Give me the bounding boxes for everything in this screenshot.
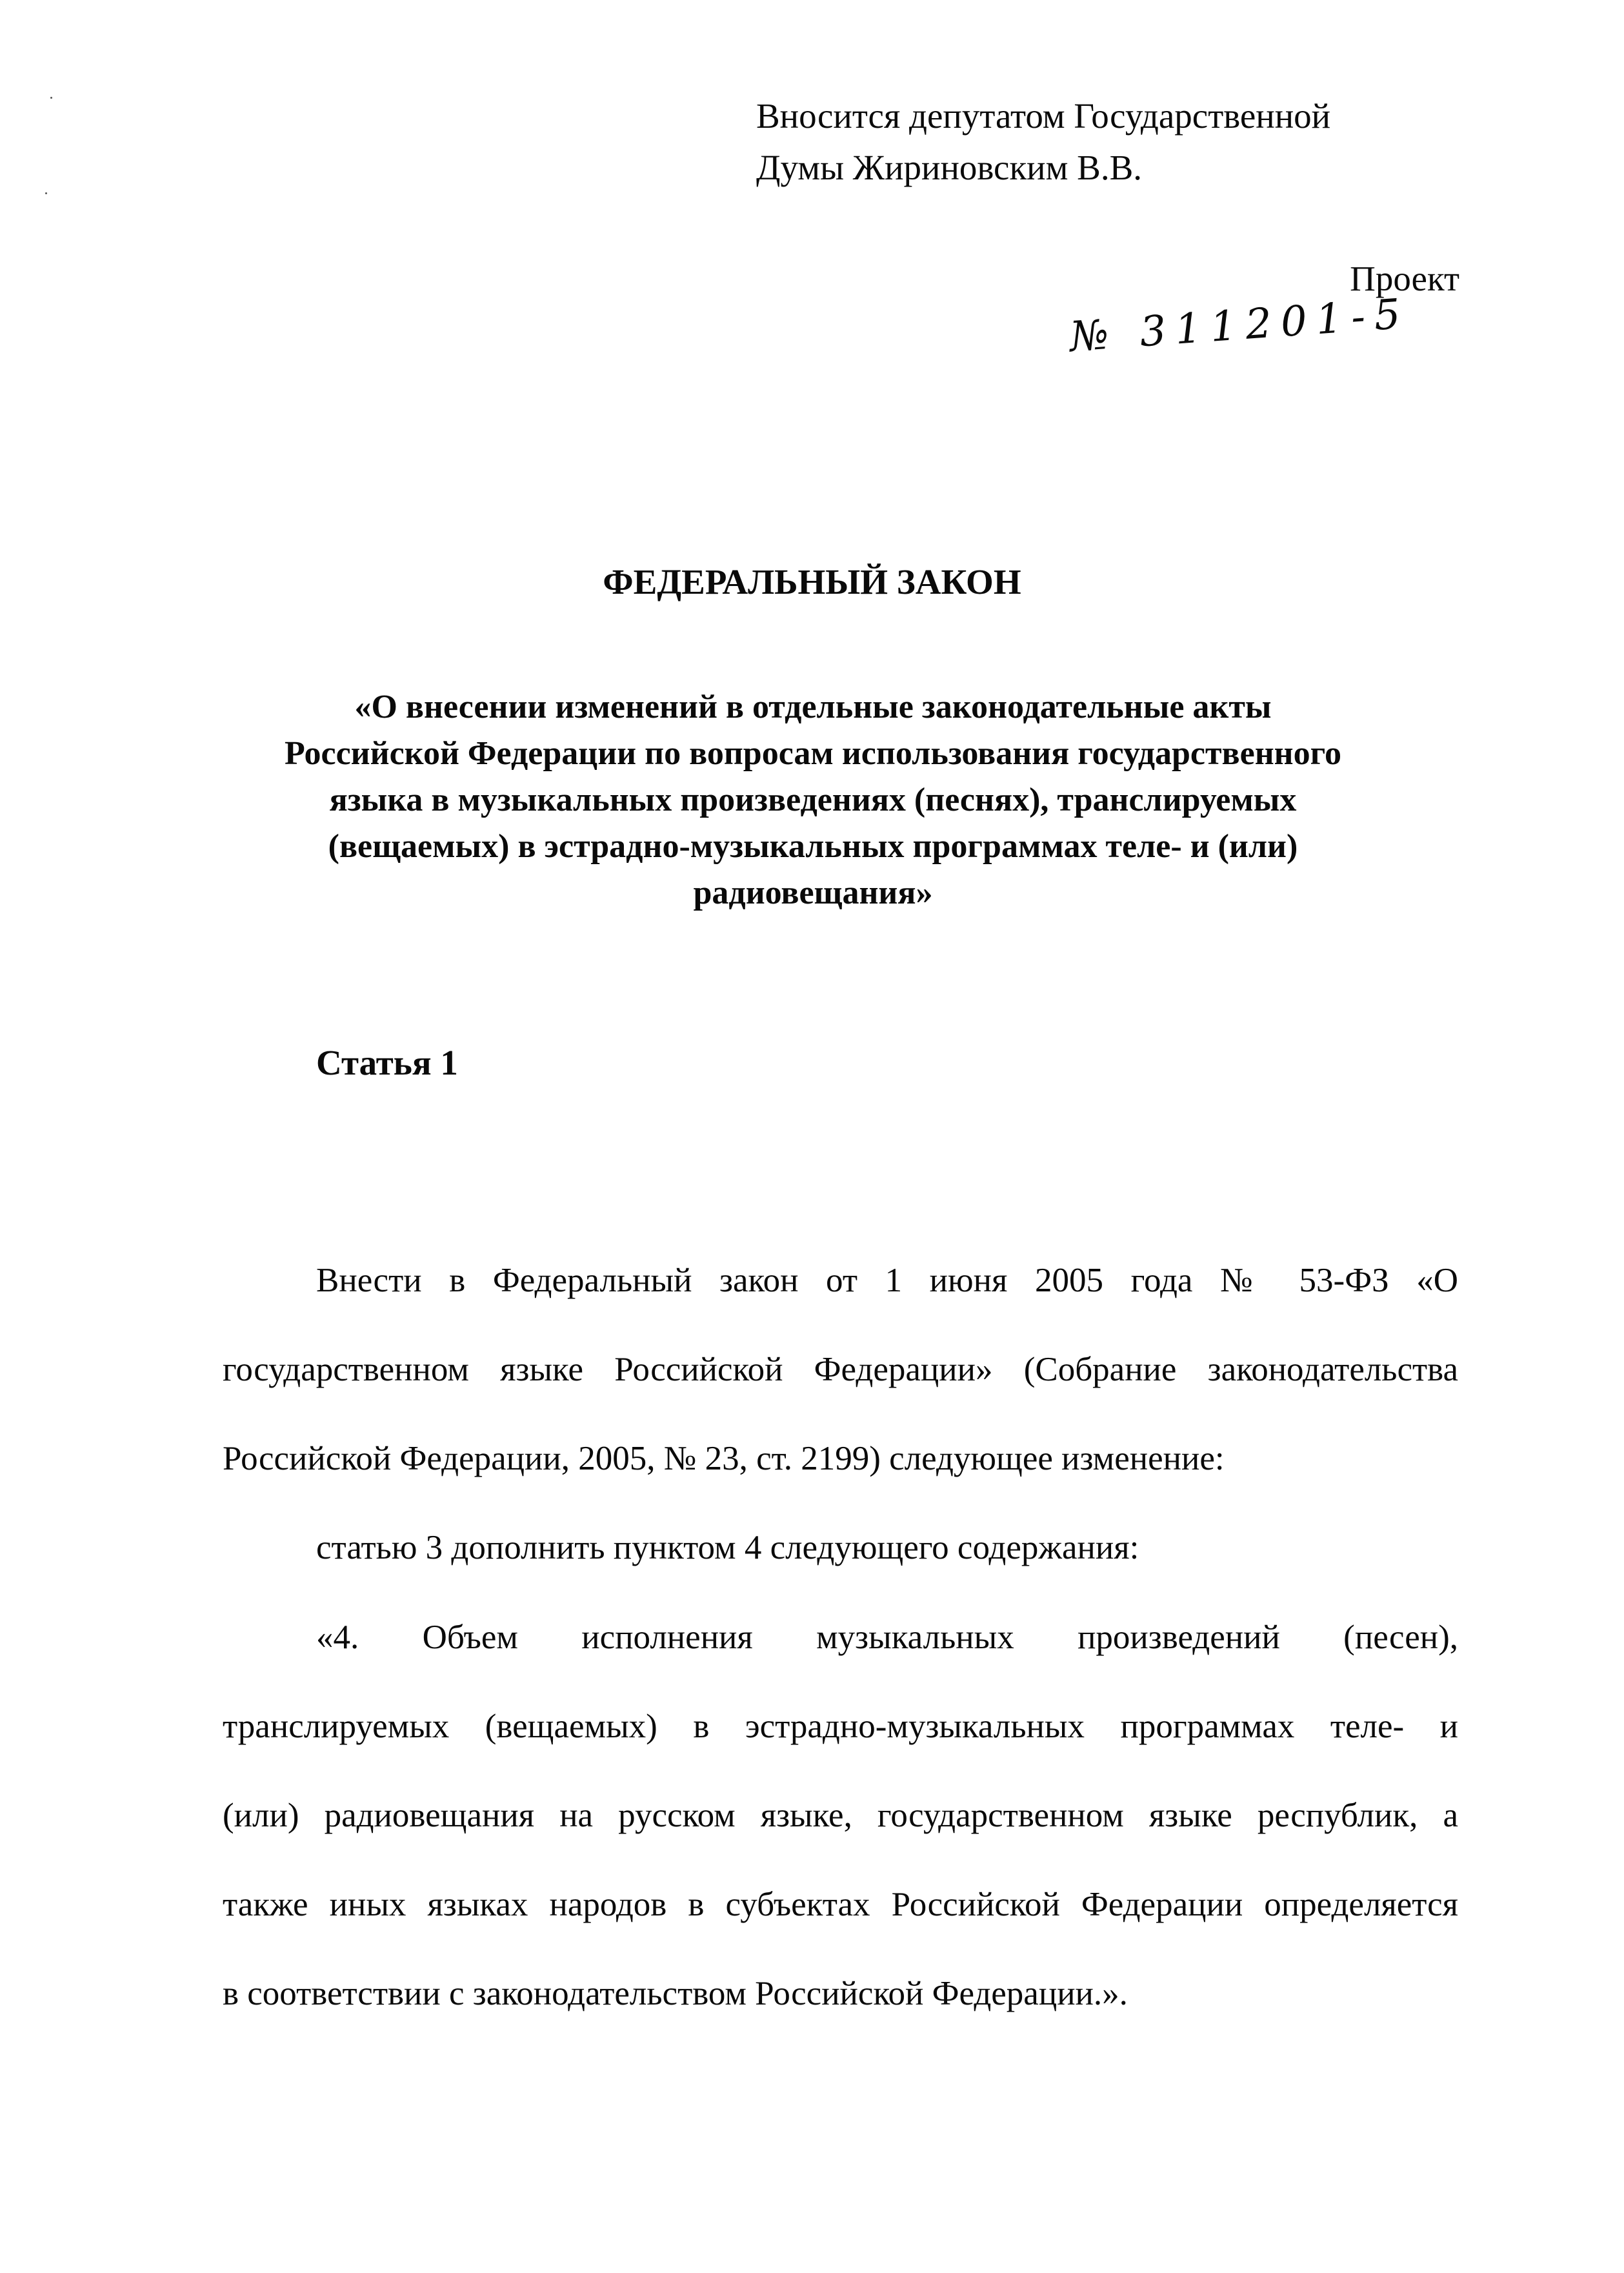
article-paragraph-2 [223,1503,1458,1592]
paragraph-line: Внести в Федеральный закон от 1 июня 2005 года № 53-ФЗ «О [316,1262,1458,1299]
article-paragraph-1 [223,1236,1458,1503]
title-line: Российской Федерации по вопросам использования государственного [285,735,1341,772]
document-type-heading: ФЕДЕРАЛЬНЫЙ ЗАКОН [603,562,1021,601]
submitted-by-block [756,90,1330,194]
paragraph-line: в соответствии с законодательством Российской Федерации.». [223,1975,1128,2012]
title-line: радиовещания» [693,874,933,911]
scan-speck [45,192,47,194]
paragraph-line: транслируемых (вещаемых) в эстрадно-музыкальных программах теле- и [223,1708,1458,1745]
paragraph-line: Российской Федерации, 2005, № 23, ст. 2199) следующее изменение: [223,1440,1225,1477]
project-label: Проект [1350,259,1459,298]
paragraph-line: статью 3 дополнить пунктом 4 следующего содержания: [316,1529,1139,1566]
submitted-by-line: Думы Жириновским В.В. [756,148,1143,187]
paragraph-line: «4. Объем исполнения музыкальных произведений (песен), [316,1619,1458,1656]
paragraph-line: (или) радиовещания на русском языке, государственном языке республик, а [223,1797,1458,1834]
title-line: (вещаемых) в эстрадно-музыкальных программах теле- и (или) [328,828,1298,865]
document-title [213,684,1413,916]
title-line: языка в музыкальных произведениях (песнях), транслируемых [329,782,1297,818]
article-heading: Статья 1 [316,1043,458,1082]
title-line: «О внесении изменений в отдельные законодательные акты [354,689,1272,725]
paragraph-line: также иных языках народов в субъектах Российской Федерации определяется [223,1886,1458,1923]
paragraph-line: государственном языке Российской Федерации» (Собрание законодательства [223,1351,1458,1388]
article-paragraph-3 [223,1593,1458,2038]
scan-speck [50,97,52,99]
handwritten-registration-number: № 311201-5 [1068,290,1411,361]
submitted-by-line: Вносится депутатом Государственной [756,96,1331,136]
